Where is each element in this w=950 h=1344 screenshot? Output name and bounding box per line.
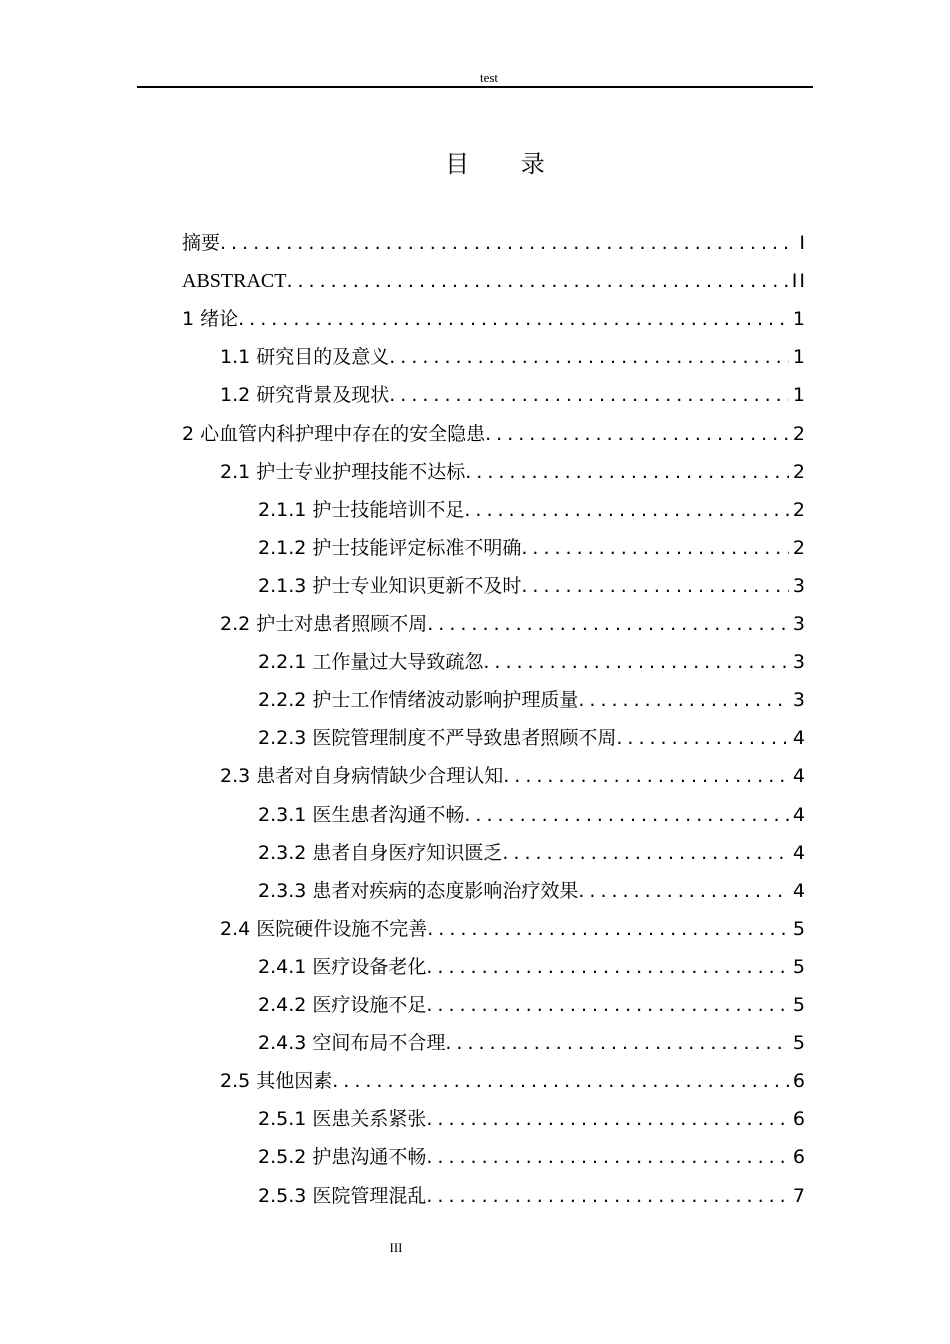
toc-entry[interactable] xyxy=(220,915,807,943)
toc-entry[interactable] xyxy=(182,420,807,448)
toc-dot-leader xyxy=(578,877,789,905)
toc-dot-leader xyxy=(578,686,789,714)
toc-entry-page: II xyxy=(791,270,807,292)
toc-entry[interactable] xyxy=(258,839,807,867)
toc-entry-page: I xyxy=(799,232,807,254)
toc-entry[interactable] xyxy=(182,229,807,257)
toc-entry[interactable] xyxy=(258,991,807,1019)
toc-entry[interactable] xyxy=(258,1029,807,1057)
toc-dot-leader xyxy=(426,953,789,981)
running-header: test xyxy=(479,70,499,85)
toc-entry[interactable] xyxy=(258,686,807,714)
toc-entry[interactable] xyxy=(220,1067,807,1095)
toc-entry-page: 1 xyxy=(792,384,807,406)
toc-entry-label: 2.4 医院硬件设施不完善 xyxy=(220,918,428,940)
toc-entry-label: 2.2 护士对患者照顾不周 xyxy=(220,613,428,635)
toc-entry-label: 2.3.3 患者对疾病的态度影响治疗效果 xyxy=(258,880,579,902)
toc-entry[interactable] xyxy=(220,610,807,638)
toc-dot-leader xyxy=(286,267,787,295)
toc-dot-leader xyxy=(426,1182,789,1210)
toc-entry-page: 6 xyxy=(792,1146,807,1168)
toc-entry[interactable] xyxy=(220,343,807,371)
toc-entry[interactable] xyxy=(182,305,807,333)
toc-dot-leader xyxy=(483,648,789,676)
toc-dot-leader xyxy=(238,305,789,333)
toc-entry-page: 4 xyxy=(792,880,807,902)
toc-entry-page: 5 xyxy=(792,956,807,978)
toc-dot-leader xyxy=(389,381,789,409)
toc-entry-label: 2.2.3 医院管理制度不严导致患者照顾不周 xyxy=(258,727,617,749)
toc-entry-label: 2 心血管内科护理中存在的安全隐患 xyxy=(182,423,486,445)
toc-entry[interactable] xyxy=(258,572,807,600)
toc-dot-leader xyxy=(427,610,789,638)
toc-entry-label: 1 绪论 xyxy=(182,308,239,330)
toc-entry-page: 3 xyxy=(792,575,807,597)
toc-dot-leader xyxy=(426,1105,789,1133)
toc-entry-page: 1 xyxy=(792,346,807,368)
toc-entry-label: 2.5 其他因素 xyxy=(220,1070,333,1092)
toc-dot-leader xyxy=(503,762,789,790)
toc-entry-label: 摘要 xyxy=(182,232,221,254)
toc-entry-page: 2 xyxy=(792,499,807,521)
toc-entry-page: 3 xyxy=(792,651,807,673)
toc-entry[interactable] xyxy=(258,1182,807,1210)
toc-entry-page: 2 xyxy=(792,423,807,445)
toc-entry-page: 4 xyxy=(792,842,807,864)
toc-dot-leader xyxy=(426,1143,789,1171)
toc-dot-leader xyxy=(465,458,789,486)
toc-entry[interactable] xyxy=(258,1143,807,1171)
toc-dot-leader xyxy=(464,496,789,524)
toc-dot-leader xyxy=(445,1029,789,1057)
toc-dot-leader xyxy=(464,801,789,829)
toc-entry-label: 2.2.2 护士工作情绪波动影响护理质量 xyxy=(258,689,579,711)
toc-entry-label: 2.4.2 医疗设施不足 xyxy=(258,994,427,1016)
toc-entry-label: 2.5.3 医院管理混乱 xyxy=(258,1185,427,1207)
page-number: III xyxy=(389,1240,403,1255)
toc-entry-label: 2.3.1 医生患者沟通不畅 xyxy=(258,804,465,826)
toc-title: 目 录 xyxy=(445,150,545,178)
toc-dot-leader xyxy=(389,343,789,371)
toc-entry-page: 4 xyxy=(792,804,807,826)
toc-entry-label: 1.1 研究目的及意义 xyxy=(220,346,390,368)
toc-dot-leader xyxy=(616,724,789,752)
toc-entry-page: 7 xyxy=(792,1185,807,1207)
toc-entry-label: 2.3 患者对自身病情缺少合理认知 xyxy=(220,765,504,787)
toc-entry-page: 1 xyxy=(792,308,807,330)
toc-entry-label: 2.5.2 护患沟通不畅 xyxy=(258,1146,427,1168)
toc-entry-page: 5 xyxy=(792,1032,807,1054)
toc-entry-label: 2.3.2 患者自身医疗知识匮乏 xyxy=(258,842,503,864)
toc-dot-leader xyxy=(427,915,789,943)
toc-entry[interactable] xyxy=(258,724,807,752)
toc-dot-leader xyxy=(485,420,789,448)
toc-dot-leader xyxy=(521,534,789,562)
toc-entry-page: 4 xyxy=(792,727,807,749)
toc-entry[interactable] xyxy=(220,458,807,486)
toc-entry[interactable] xyxy=(220,381,807,409)
toc-entry-page: 6 xyxy=(792,1070,807,1092)
toc-entry-page: 3 xyxy=(792,613,807,635)
toc-entry[interactable] xyxy=(258,648,807,676)
toc-entry[interactable] xyxy=(220,762,807,790)
toc-entry-label: 2.1.2 护士技能评定标准不明确 xyxy=(258,537,522,559)
toc-entry-label: 2.2.1 工作量过大导致疏忽 xyxy=(258,651,484,673)
toc-entry-page: 2 xyxy=(792,537,807,559)
toc-entry-page: 5 xyxy=(792,918,807,940)
toc-entry-label: 2.4.3 空间布局不合理 xyxy=(258,1032,446,1054)
toc-entry[interactable] xyxy=(258,496,807,524)
toc-entry-page: 5 xyxy=(792,994,807,1016)
toc-entry[interactable] xyxy=(182,267,807,295)
toc-entry-label: 2.5.1 医患关系紧张 xyxy=(258,1108,427,1130)
toc-entry-label: 2.1.1 护士技能培训不足 xyxy=(258,499,465,521)
toc-entry-label: 2.4.1 医疗设备老化 xyxy=(258,956,427,978)
toc-entry-label: 2.1 护士专业护理技能不达标 xyxy=(220,461,466,483)
toc-entry-page: 4 xyxy=(792,765,807,787)
toc-entry[interactable] xyxy=(258,1105,807,1133)
toc-dot-leader xyxy=(521,572,789,600)
toc-dot-leader xyxy=(426,991,789,1019)
toc-dot-leader xyxy=(220,229,795,257)
toc-entry[interactable] xyxy=(258,534,807,562)
toc-entry-page: 6 xyxy=(792,1108,807,1130)
toc-entry-label: ABSTRACT xyxy=(182,270,287,292)
toc-dot-leader xyxy=(332,1067,789,1095)
toc-entry-page: 3 xyxy=(792,689,807,711)
toc-entry[interactable] xyxy=(258,953,807,981)
toc-entry-page: 2 xyxy=(792,461,807,483)
toc-entry[interactable] xyxy=(258,801,807,829)
toc-entry-label: 1.2 研究背景及现状 xyxy=(220,384,390,406)
toc-entry-label: 2.1.3 护士专业知识更新不及时 xyxy=(258,575,522,597)
toc-dot-leader xyxy=(502,839,789,867)
toc-entry[interactable] xyxy=(258,877,807,905)
